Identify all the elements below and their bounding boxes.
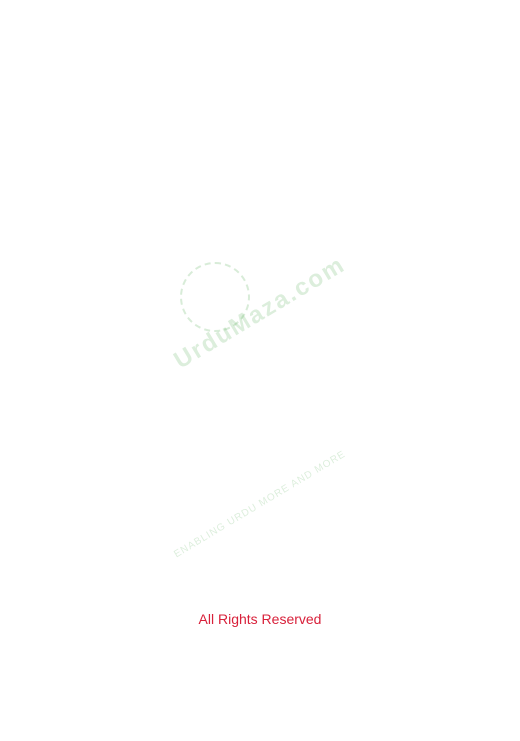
article-line (4, 467, 516, 494)
article-line (4, 194, 516, 221)
article-line (4, 413, 516, 440)
article-title (0, 6, 520, 46)
watermark-text: UrduMaza.com (169, 250, 351, 375)
article-line (4, 84, 516, 111)
article-line (4, 440, 516, 467)
article-line (4, 248, 516, 275)
watermark-subtext: ENABLING URDU MORE AND MORE (172, 448, 348, 561)
article-line (4, 221, 516, 248)
article-body (4, 84, 516, 495)
article-line (4, 385, 516, 412)
article-line (4, 358, 516, 385)
article-line (4, 139, 516, 166)
article-line (4, 111, 516, 138)
article-line (4, 331, 516, 358)
article-line (4, 166, 516, 193)
article-subtitle (0, 50, 520, 78)
article-line (4, 303, 516, 330)
copyright-footer: All Rights Reserved (198, 611, 322, 627)
article-line (4, 276, 516, 303)
